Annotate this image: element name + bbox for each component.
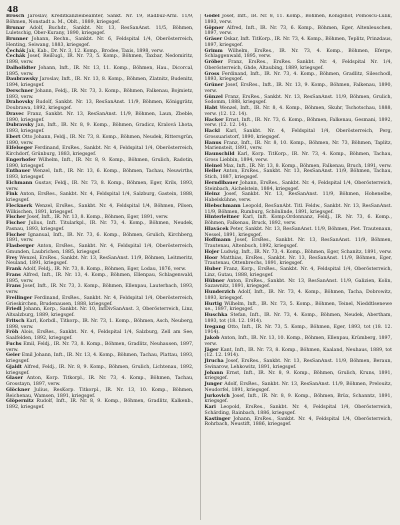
entry-name: Dubravsky (6, 123, 34, 129)
entry-details: Peter, Sankbt. Nr. 13, ResSanAnst. 11/9, Böhmen, Piet. Trautenaun, Nessel, 1891, kriegsgef. (204, 226, 392, 238)
entry-name: Glöpernitz (6, 399, 34, 405)
roster-entry (6, 273, 194, 285)
entry-details: Jan, Inft., IR. Nr. 8, 9. Komp., Böhmen, Gradicz, Kralová Lhota, 1893, kriegsgef. (6, 123, 194, 134)
entry-name: Hanus (204, 140, 222, 146)
entry-details: Wilhelm, ErsRes., IR. Nr. 73, 4. Komp., Böhmen, Eferge, Schlaggenwald, 1895, verw. (204, 48, 392, 60)
entry-details: Josef, Sankbt. Nr. 13, ResSanAnst. 11/9, Böhmen, Hohenelbe, Habelskühne, verw. (204, 192, 392, 203)
entry-name: Grüner (204, 83, 224, 88)
entry-name: Heller (204, 169, 221, 175)
roster-entry (205, 118, 393, 130)
entry-name: Habt (204, 106, 218, 111)
roster-entry (6, 284, 194, 296)
entry-name: Geier (6, 353, 21, 359)
roster-entry (6, 112, 194, 124)
entry-name: Entbauer (6, 169, 31, 175)
entry-details: Johann, Inft., IR. Nr. 13, 11. Komp., Böhmen, Hau., Dicorcal, 1895, verw. (6, 65, 194, 77)
roster-entry (6, 399, 194, 411)
entry-name: Hackl (204, 129, 220, 134)
entry-details: Franz, Korp., ErsRes., Sankbt. Nr. 4, Feldspital 1/4, Oberösterreich, Linz, Gutau, 1888, kriegsgef. (204, 267, 392, 278)
entry-details: Karl, Korp. TitKorp., IR. Nr. 73, 4. Komp., Böhmen, Tachau, Gross Liebbin, 1894, verw. (204, 152, 392, 163)
roster-entry (205, 394, 393, 406)
entry-name: Jurkovich (204, 393, 230, 399)
entry-details: Johann, ErsRes., Sankbt. Nr. 4, Feldspital 1/4, Oberösterreich, Steinbach, Aichelstein, 1884, kriegsgef. (204, 180, 392, 192)
entry-name: Fischer (6, 221, 26, 226)
entry-name: Frans (6, 284, 21, 290)
entry-name: Gross (204, 71, 220, 77)
roster-entry (6, 244, 194, 256)
roster-entry (205, 95, 393, 107)
entry-details: Otto, Inft., IR. Nr. 73, 5. Komp., Böhmen, Eger, 1893, tot (18. 12. 1914). (204, 324, 392, 336)
entry-details: Ferdinand, Inft., IR. Nr. 73, 4. Komp., Böhmen, Gradlitz, Sileschodl, 1893, kriegsgef. (204, 71, 392, 83)
entry-details: Kant, Inft., IR. Nr. 73, 8. Komp., Böhmen, Kaaland, Neuhaus, 1889, tot (12. 12. 1914). (204, 347, 392, 359)
entry-name: Čechák (6, 48, 26, 54)
entry-details: Oskar, Inft. TitKorp., IR. Nr. 73, 4. Komp., Böhmen, Teplitz, Prinzdaus, 1897, kriegsgef. (204, 37, 392, 48)
entry-details: Anton, ErsRes., Sankbt. Nr. 13, ResSanAnst. 11/9, Galizien, Kolin, Sazawnitz, 1891, kriegsgef. (204, 278, 392, 290)
entry-name: Heinz (204, 192, 220, 198)
roster-entry (205, 290, 393, 302)
entry-details: Wenzel, Inft., IR. Nr. 13, 6. Komp., Böhmen, Tachau, Neuwirths, 1893, kriegsgef. (6, 169, 194, 180)
entry-details: Franz, ErsRes., Sankbt. Nr. 13, ResSanAnst. 11/9, Böhmen, Grulich, Sodomm, 1888, kriegsgef. (204, 94, 392, 106)
entry-details: Otto Johann, Feldj., IR. Nr. 73, 8. Komp., Böhmen, Neudek, Rittersgrün, 1890, verw. (6, 134, 194, 146)
entry-details: Julius, Inft. Titularkpl., IR. Nr. 73, 4. Komp., Böhmen, Neudek, Pasnau, 1893, kriegsgef. (6, 221, 194, 232)
entry-name: Flasberger (6, 244, 35, 249)
entry-name: Dravec (6, 111, 25, 117)
entry-details: Gustav, Feldj., IR. Nr. 73, 8. Komp., Böhmen, Eger, Krils, 1893, verw. (6, 180, 194, 192)
roster-entry (205, 141, 393, 153)
entry-details: Wilhelm, Inft., IR. Nr. 73, 5. Komp., Böhmen, Teinel, Nieddtlsenewe ue., 1897, kriegsgef. (204, 301, 392, 313)
entry-details: Wenzel, ErsRes., Sankbt. Nr. 4, Feldspital 1/4, Böhmen, Pilsen, Wilkischen, 1891, kriegsgef. (6, 203, 194, 215)
roster-entry (6, 123, 194, 135)
roster-entry (205, 238, 393, 250)
entry-name: Jäger (204, 347, 219, 353)
roster-entry (205, 83, 393, 95)
entry-details: Emil, Feldj., IR. Nr. 73, 8. Komp., Böhmen, Gradlitz, Neuhausen, 1897, verw. (6, 341, 194, 353)
roster-entry (205, 169, 393, 181)
entry-name: Hunderzich (204, 290, 236, 295)
entry-details: Franz, Sankbt. Nr. 13, ResSanAnst. 11/9, Böhmen, Laun, Zbeble, 1890, kriegsgef. (6, 111, 194, 123)
entry-name: Hübner (204, 278, 225, 284)
entry-details: Jak, Kab., Dr. Nr. 3, 12. Komp., Brodee, Taxis, 1898, verw. (26, 48, 164, 54)
entry-name: Friedl (6, 307, 22, 313)
entry-name: Hacker (204, 117, 224, 123)
roster-entry (6, 146, 194, 158)
entry-name: Iregang (204, 324, 226, 330)
entry-name: Herndlbauer (204, 180, 239, 186)
entry-name: Hinterleitner (204, 215, 240, 221)
entry-name: Glöckner (6, 387, 30, 393)
entry-details: Max, Inft., IR. Nr. 13, 8. Komp., Böhmen, Falkenau, Bruch, 1891, verw. (223, 163, 392, 169)
roster-entry (6, 54, 194, 66)
entry-details: Johann, Feldj., IR. Nr. 73, 3. Komp., Böhmen, Falkenau, Bojmietz, 1893, verw. (6, 88, 194, 100)
entry-name: Engerhofer (6, 157, 36, 163)
roster-entry (205, 60, 393, 72)
entry-name: Frank (6, 267, 22, 272)
roster-entry (205, 336, 393, 348)
entry-details: Josef, ErsRes., Sankbt. Nr. 13, ResSanAnst. 11/9, Böhmen, Beraun, Swinarow, Lehkowitz, 1891, kriegsgef. (204, 359, 392, 370)
entry-name: Kastinger (204, 416, 231, 422)
roster-entry (6, 89, 194, 101)
entry-details: Jaroslav, Kreditkanzleibeamter, Sankt. Nr. 19, Radbuz-Arnl. 11/9, Böhmen, Nonstadt a. M., Oblt., 1889, kriegsgef. (6, 14, 194, 25)
entry-name: Freilinger (6, 295, 33, 301)
roster-entry (205, 72, 393, 84)
entry-name: Günzel (204, 94, 223, 100)
entry-details: Adolf, Feldj., IR. Nr. 73, 8. Komp., Böhmen, Eger, Lodau, 1876, verw. (22, 267, 187, 272)
entry-details: Josef, Inft., IR. Nr. 8, 11. Komp., Böhmen, Königshof, Pomoscu-Lulik, 1893, verw. (204, 14, 392, 25)
roster-entry (6, 221, 194, 233)
left-column (6, 14, 194, 520)
entry-name: Čechák (6, 54, 26, 60)
entry-name: Drahovsky (6, 100, 34, 106)
entry-details: Anton, ErsRes., Sankbt. Nr. 4, Feldspital 1/4, Oberösterreich, Gmunden, Laubrichen, 1885, kriegsgef. (6, 244, 194, 255)
entry-name: Junger (204, 382, 223, 387)
entry-details: Rudolf, Sankbt. Nr. 13, ResSanAnst. 11/9, Böhmen, Königgrätz, Doubrawa, 1892, kriegsgef. (6, 100, 194, 111)
roster-entry (205, 279, 393, 291)
roster-entry (205, 417, 393, 429)
entry-name: Fröh (6, 330, 19, 336)
entry-name: Ebert (6, 134, 21, 140)
roster-entry (205, 49, 393, 61)
entry-details: Ignanual, Inft., IR. Nr. 73, 6. Komp., Böhmen, Grulich, Kirchberg, 1891, verw. (6, 232, 194, 244)
entry-details: Josef, ErsRes., Sankbt. Nr. 13, ResSanAnst. 11/9, Böhmen, Trautenau, Altenbuch, 1892, kriegsgef. (204, 238, 392, 249)
entry-details: Franz, ErsRes., ErsRes. Sankbt. Nr. 4, Feldspital Nr. 1/4, Oberösterreich, Ghde, Altaubing, 1889, kriegsgef. (204, 60, 392, 71)
entry-name: Fink (6, 192, 18, 198)
entry-details: Alfred, Inft., IR. Nr. 13, 4. Komp., Böhmen, Ellenpau, Schlagenwald, 1895, verw. (6, 272, 194, 284)
entry-details: Ludwig, Inft., IR. Nr. 73, 4. Komp., Böhmen, Eger, Schanitz, 1891, verw. (220, 249, 392, 255)
entry-name: Grimm (204, 48, 223, 54)
roster-entry (6, 342, 194, 354)
roster-entry (205, 405, 393, 417)
roster-entry (6, 330, 194, 342)
entry-name: Flecknerk (6, 203, 33, 209)
entry-name: Hurtig (204, 301, 223, 307)
roster-entry (205, 313, 393, 325)
entry-details: Ernst, Inft., IR. Nr. 8, 9. Komp., Böhmen, Grulich, Kruns, 1891, kriegsgef. (204, 370, 392, 382)
roster-entry (205, 204, 393, 216)
entry-details: Josef, ReiEugl., IR. Nr. 73, 5. Komp., Böhmen, Taxbar, Nedomiritz, 1898, verw. (6, 54, 194, 65)
roster-entry (6, 256, 194, 268)
roster-entry (205, 371, 393, 383)
entry-name: Gröber (204, 60, 223, 65)
entry-name: Heinel (204, 163, 222, 169)
entry-details: Josef, Inft., IR. Nr. 13, 8. Komp., Böhmen, Eger, 1891, verw. (26, 215, 169, 221)
entry-name: Fischer (6, 215, 26, 221)
entry-details: Alfred, Feldj., IR. Nr. 8, 9. Komp., Böhmen, Grulich, Lichtenau, 1892, kriegsgef. (6, 364, 194, 376)
entry-details: Anton, ErsRes., Sankbt. Nr. 4, Feldspital 1/4, Salzburg, Gastein, 1888, kriegsgef. (6, 192, 194, 203)
entry-details: Adolf, ErsRes., Sankbt. Nr. 13, ResSanAnst. 11/9, Böhmen, Prelouitz, Neudorfel, 1891, kriegsgef. (204, 382, 392, 393)
entry-details: Johann, Korp., Sankbt. Nr. 10, InfDivSanAnst. 3, Oberösterreich, Linz, Altsalzburg, 1889, kriegsgef. (6, 307, 194, 318)
entry-name: Kari (204, 405, 216, 410)
entry-details: Johann, ErsRes., Sankbt. Nr. 4, Feldspital 1/4, Oberösterreich, Rohrbach, Neustift, 1886, kriegsgef. (204, 416, 392, 428)
entry-name: Frey (6, 255, 18, 261)
entry-details: Leopold, ErsRes., Sankbt. Nr. 4, Feldspital 1/4, Oberösterreich, Schärding, Rainbach, 1886, kriegsgef. (204, 405, 392, 416)
roster-entry (205, 215, 393, 227)
roster-entry (205, 129, 393, 141)
roster-entry (6, 181, 194, 193)
entry-details: Johann, Rechn., Sankbt. Nr. 6, Feldspital 1/4, Oberösterreich, Henting, Seiwang, 1883, kriegsgef. (6, 37, 194, 48)
roster-entry (6, 77, 194, 89)
roster-entry (205, 14, 393, 26)
entry-details: Anton, Korp. Titkorpl., IR. Nr. 73, 4. Komp., Böhmen, Tachau, Grosstayn, 1897, verw. (6, 376, 194, 387)
entry-name: Eifelseger (6, 146, 33, 152)
roster-entry (6, 192, 194, 204)
roster-entry (6, 26, 194, 38)
entry-name: Huschka (204, 313, 228, 318)
entry-details: Alois, ErsRes., Sankbt. Nr. 4, Feldspital 1/4, Salzburg, Zell am See, Saalfelden, 1892, kriegsgef. (6, 330, 194, 341)
entry-name: Jakob (204, 336, 220, 341)
entry-name: Gräser (204, 37, 223, 42)
entry-details: Wenzel, ErsRes., Sankbt. Nr. 13, ResSanAnst. 11/9, Böhmen, Leitmeritz, Neuland, 1891, kriegsgef. (6, 255, 194, 267)
entry-name: Brunner (6, 37, 29, 42)
entry-details: Rudolf, Inft., IR. Nr. 8, 9. Komp., Böhmen, Gradlitz, Kalkenb., 1892, kriegsgef. (6, 399, 194, 410)
entry-details: Ferdinand, ErsRes., Sankbt. Nr. 4, Feldspital 1/4, Oberösterreich, Kirchdorf, Grünburg, 1883, kriegsgef. (6, 146, 194, 157)
roster-entry (6, 14, 194, 26)
roster-entry (6, 307, 194, 319)
roster-entry (6, 204, 194, 216)
entry-details: Emil Johann, Inft., IR. Nr. 13, 4. Komp., Böhmen, Tachau, Plattau, 1893, kriegsgef. (6, 353, 194, 364)
entry-details: Anton, Inft., IR. Nr. 13, 10. Komp., Böhmen, Ellenpau, Krümberg, 1897, verw. (204, 336, 392, 347)
entry-name: Eichmann (6, 180, 33, 186)
entry-name: Dalholidter (6, 65, 36, 71)
roster-entry (205, 192, 393, 204)
entry-details: Anton, ErsRes., Sankbt. Nr. 13, ResSanAnst. 11/9, Böhmen, Tachau, Stich, 1887, kriegsgef. (204, 169, 392, 180)
entry-details: Adolf, Buchdr., Sankbt. Nr. 13, ResSanAnst. 11/5, Böhmen, Luletschig, Ober-Kurany, 1890, kriegsgef. (6, 25, 194, 37)
entry-name: Huber (204, 267, 222, 272)
entry-name: Göpner (204, 25, 224, 31)
entry-details: Leopold, ResSanAbt. Titl. Feldw., Sankbt. Nr. 13, ResSanAnst. 11/9, Böhmen, Rumburg, Schönlinde, 1891, kriegsgef. (204, 203, 392, 215)
entry-name: Fritsch (6, 318, 25, 324)
entry-name: Haunschild (204, 152, 235, 157)
roster-entry (205, 37, 393, 49)
entry-name: Hoor (204, 255, 218, 261)
roster-entry (205, 181, 393, 193)
entry-name: Johann (204, 370, 224, 376)
entry-name: Jirucha (204, 359, 224, 364)
roster-entry (205, 302, 393, 314)
roster-entry (6, 158, 194, 170)
entry-details: Josef, Inft., IR. Nr. 73, 3. Komp., Böhmen, Ellenpau, Lauterbach, 1893, verw. (6, 284, 194, 295)
entry-details: Josef, ErsRes., Inft., IR. Nr. 13, 9. Komp., Böhmen, Falkenau, 1890, verw. (204, 83, 392, 94)
entry-details: Alfred, Inft., IR. Nr. 73, 6. Komp., Böhmen, Eger, Altenleuschen, 1897, verw. (204, 25, 392, 37)
roster-entry (205, 382, 393, 394)
entry-details: Karl, Sankbt. Nr. 4, Feldspital 1/4, Oberösterreich, Perg, Grossuaristorf, 1890, kriegsgef. (204, 129, 392, 140)
entry-details: Ernst, Inft., IR. Nr. 73, 6. Komp., Böhmen, Falkenau, Gesmani, 1892, verw. (12. 12. 14). (204, 117, 392, 129)
roster-entry (205, 348, 393, 360)
entry-name: Daubrawsky (6, 77, 38, 83)
entry-name: Derschner (6, 88, 34, 94)
entry-name: Frans (6, 272, 21, 278)
entry-name: Gödel (204, 14, 220, 19)
roster-entry (6, 100, 194, 112)
columns (6, 14, 392, 520)
roster-entry (205, 106, 393, 118)
roster-entry (6, 365, 194, 377)
roster-entry (205, 256, 393, 268)
roster-entry (6, 376, 194, 388)
roster-entry (205, 26, 393, 38)
entry-details: Jaroslav, Inft., IR. Nr. 13, 8. Komp., Böhmen, Zlatnitz, Budenitz, 1894, kriegsgef. (6, 77, 194, 88)
entry-name: Hlavácek (204, 226, 229, 232)
roster-entry (6, 37, 194, 49)
entry-name: Brunar (6, 25, 25, 31)
roster-entry (6, 169, 194, 181)
roster-entry (6, 319, 194, 331)
entry-details: Josef, Inft., IR. Nr. 8, 9. Komp., Böhmen, Brüx, Schanntz, 1891, kriegsgef. (204, 393, 392, 405)
roster-entry (6, 66, 194, 78)
entry-name: Gjaldt (6, 364, 22, 370)
entry-name: Hiebschmann (204, 203, 241, 209)
roster-entry (6, 353, 194, 365)
entry-details: Matthias, ErsRes., Sankbt. Nr. 13, ResSanAnst. 11/9, Böhmen, Eger, Trautenau, Ottenbrechs, 1891, kriegsgef. (204, 255, 392, 267)
entry-details: Ferdinand, ErsRes., Sankbt. Nr. 4, Feldspital 1/4, Oberösterreich, Grieskirchen, Brudenausen, 1888, kriegsgef. (6, 295, 194, 307)
entry-details: Karl, Korbdl., Titkorp., IR. Nr. 73, 1. Komp., Böhmen, Asch, Neuberg, 1898, verw. (6, 318, 194, 330)
roster-entry (205, 267, 393, 279)
roster-entry (205, 359, 393, 371)
entry-name: Hoffmann (204, 238, 231, 244)
entry-name: Fischer (6, 232, 26, 238)
roster-entry (205, 325, 393, 337)
page-number: 48 (7, 4, 19, 14)
right-column (200, 14, 393, 520)
roster-entry (6, 135, 194, 147)
roster-entry (205, 152, 393, 164)
entry-details: Karl, Inft. Komp.Ordonnanz, Feldj., IR. Nr. 73, 6. Komp., Böhmen, Falkenau, Bruck, 1892, verw. (204, 215, 392, 226)
entry-name: Glaser (6, 376, 23, 382)
roster-entry (205, 227, 393, 239)
entry-details: Julius, ResKorp. Titkorpl., IR. Nr. 13, 10. Komp., Böhmen, Reichenau, Wamsen, 1891, kriegsgef. (6, 387, 194, 399)
roster-entry (6, 296, 194, 308)
entry-details: Adolf, Inft., IR. Nr. 73, 4. Komp., Böhmen, Tacha, Dobrowitz, 1893, kriegsgef. (204, 290, 392, 301)
entry-details: Stefan, Inft., IR. Nr. 73, 4. Komp., Böhmen, Neudek, Abertham, 1893, tot (18. 12. 1914). (204, 313, 392, 324)
entry-details: Wilhelm, Inft., IR. Nr. 8, 9. Komp., Böhmen, Grulich, Radotin, 1890, kriegsgef. (6, 157, 194, 169)
entry-name: Brosch (6, 14, 25, 19)
entry-name: Hojer (204, 249, 220, 255)
entry-details: Franz, Inft., IR. Nr. 8, 10. Komp., Böhmen, Nr. 73, Böhmen, Taplitz, Mariensteit, 1891, verw. (204, 140, 392, 152)
entry-details: Wenzel, Inft., IR. Nr. 8, 4. Komp., Böhmen, Skuhr, Tschotschau, 1888, verw. (12. 12. 14). (204, 106, 392, 117)
roster-entry (6, 233, 194, 245)
roster-entry (6, 388, 194, 400)
entry-name: Fuchs (6, 341, 22, 347)
